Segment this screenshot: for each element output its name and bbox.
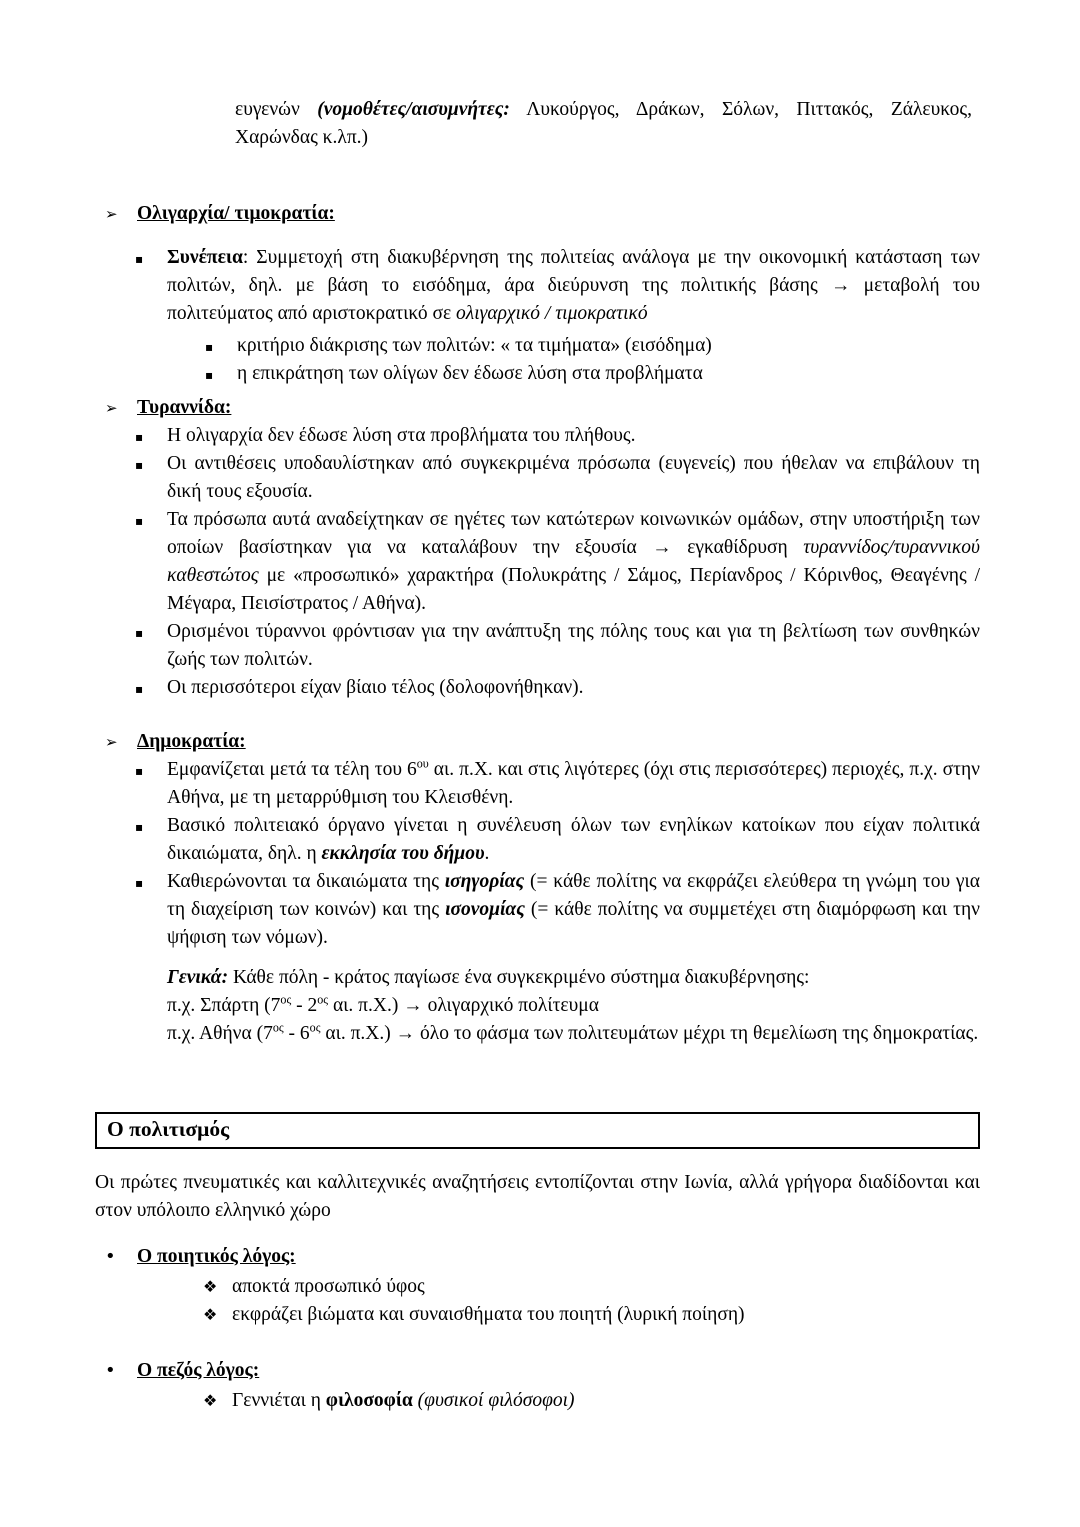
arrow-bullet-icon: ➢	[105, 733, 118, 751]
democracy-item-text: Εμφανίζεται μετά τα τέλη του $6^{o\upsilon}$ αι. π.Χ. και στις λιγότερες (όχι στις περισσότερες) περιοχές, π.χ. στην Αθήνα, με τη μεταρρύθμιση του Κλεισθένη.	[167, 756, 980, 808]
general-note-sparta-line: π.χ. Σπάρτη ($7^{o\varsigma} - 2^{o\varsigma}$ αι. π.Χ.) → ολιγαρχικό πολίτευμα	[167, 992, 599, 1016]
democracy-item	[95, 868, 980, 952]
tyranny-item	[95, 674, 980, 702]
square-bullet-icon: ▪	[135, 458, 144, 472]
prose-speech-heading-text: Ο πεζός λόγος:	[137, 1360, 260, 1381]
square-bullet-icon: ▪	[205, 340, 214, 354]
poetic-speech-heading-text: Ο ποιητικός λόγος:	[137, 1246, 296, 1267]
poetic-speech-heading	[95, 1243, 980, 1271]
poetic-speech-item	[95, 1273, 980, 1301]
democracy-item	[95, 756, 980, 812]
oligarchy-sub-item	[95, 360, 980, 388]
democracy-item-text: Βασικό πολιτειακό όργανο γίνεται η συνέλευση όλων των ενηλίκων κατοίκων που είχαν πολιτικά δικαιώματα, δηλ. η εκκλησία του δήμου.	[167, 815, 980, 864]
tyranny-item	[95, 618, 980, 674]
tyranny-heading	[95, 394, 980, 422]
square-bullet-icon: ▪	[205, 368, 214, 382]
diamond-bullet-icon: ❖	[203, 1391, 218, 1410]
oligarchy-sub-text: κριτήριο διάκρισης των πολιτών: « τα τιμήματα» (εισόδημα)	[237, 335, 712, 356]
dot-bullet-icon: •	[105, 1246, 116, 1267]
tyranny-item	[95, 450, 980, 506]
prose-speech-item	[95, 1387, 980, 1415]
culture-intro-paragraph: Οι πρώτες πνευματικές και καλλιτεχνικές αναζητήσεις εντοπίζονται στην Ιωνία, αλλά γρήγορα διαδίδονται και στον υπόλοιπο ελληνικό χώρο	[95, 1172, 980, 1221]
oligarchy-consequence-text: Συνέπεια: Συμμετοχή στη διακυβέρνηση της πολιτείας ανάλογα με την οικονομική κατάσταση των πολιτών, δηλ. με βάση το εισόδημα, άρα διεύρυνση της πολιτικής βάσης → μεταβολή του πολιτεύματος από αριστοκρατικό σε ολιγαρχικό / τιμοκρατικό	[167, 247, 980, 324]
square-bullet-icon: ▪	[135, 876, 144, 890]
democracy-item-text: Καθιερώνονται τα δικαιώματα της ισηγορίας (= κάθε πολίτης να εκφράζει ελεύθερα τη γνώμη του για τη διαχείριση των κοινών) και της ισονομίας (= κάθε πολίτης να συμμετέχει στη διαμόρφωση και την ψήφιση των νόμων).	[167, 871, 980, 948]
tyranny-item-text: Οι αντιθέσεις υποδαυλίστηκαν από συγκεκριμένα πρόσωπα (ευγενείς) που ήθελαν να επιβάλουν τη δική τους εξουσία.	[167, 453, 980, 502]
tyranny-item-text: Η ολιγαρχία δεν έδωσε λύση στα προβλήματα του πλήθους.	[167, 425, 636, 446]
tyranny-item	[95, 506, 980, 618]
dot-bullet-icon: •	[105, 1360, 116, 1381]
prose-speech-heading	[95, 1357, 980, 1385]
tyranny-heading-text: Τυραννίδα:	[137, 397, 232, 418]
oligarchy-sub-text: η επικράτηση των ολίγων δεν έδωσε λύση στα προβλήματα	[237, 363, 703, 384]
lawgivers-paragraph: ευγενών (νομοθέτες/αισυμνήτες: Λυκούργος, Δράκων, Σόλων, Πιττακός, Ζάλευκος, Χαρώνδας κ.λπ.)	[235, 99, 972, 148]
poetic-speech-item-text: εκφράζει βιώματα και συναισθήματα του ποιητή (λυρική ποίηση)	[232, 1304, 745, 1325]
diamond-bullet-icon: ❖	[203, 1277, 218, 1296]
tyranny-item	[95, 422, 980, 450]
democracy-item	[95, 812, 980, 868]
oligarchy-heading	[95, 200, 980, 228]
general-note-line: Γενικά: Κάθε πόλη - κράτος παγίωσε ένα συγκεκριμένο σύστημα διακυβέρνησης:	[167, 967, 810, 988]
general-note-athens-line: π.χ. Αθήνα ($7^{o\varsigma} - 6^{o\varsigma}$ αι. π.Χ.) → όλο το φάσμα των πολιτευμάτων μέχρι τη θεμελίωση της δημοκρατίας.	[167, 1020, 979, 1044]
tyranny-item-text: Ορισμένοι τύραννοι φρόντισαν για την ανάπτυξη της πόλης τους και για τη βελτίωση των συνθηκών ζωής των πολιτών.	[167, 621, 980, 670]
square-bullet-icon: ▪	[135, 514, 144, 528]
square-bullet-icon: ▪	[135, 430, 144, 444]
poetic-speech-item	[95, 1301, 980, 1329]
diamond-bullet-icon: ❖	[203, 1305, 218, 1324]
poetic-speech-item-text: αποκτά προσωπικό ύφος	[232, 1276, 425, 1297]
tyranny-item-text: Οι περισσότεροι είχαν βίαιο τέλος (δολοφονήθηκαν).	[167, 677, 584, 698]
prose-speech-item-text: Γεννιέται η φιλοσοφία (φυσικοί φιλόσοφοι)	[232, 1390, 575, 1411]
arrow-bullet-icon: ➢	[105, 399, 118, 417]
democracy-heading-text: Δημοκρατία:	[137, 731, 246, 752]
tyranny-item-text: Τα πρόσωπα αυτά αναδείχτηκαν σε ηγέτες των κατώτερων κοινωνικών ομάδων, στην υποστήριξη των οποίων βασίστηκαν για να καταλάβουν την εξουσία → εγκαθίδρυση τυραννίδος/τυραννικού καθεστώτος με «προσωπικό» χαρακτήρα (Πολυκράτης / Σάμος, Περίανδρος / Κόρινθος, Θεαγένης / Μέγαρα, Πεισίστρατος / Αθήνα).	[167, 509, 980, 614]
square-bullet-icon: ▪	[135, 764, 144, 778]
square-bullet-icon: ▪	[135, 252, 144, 266]
culture-section-title: Ο πολιτισμός	[107, 1117, 230, 1141]
square-bullet-icon: ▪	[135, 682, 144, 696]
oligarchy-consequence-item	[95, 244, 980, 328]
square-bullet-icon: ▪	[135, 626, 144, 640]
culture-section-title-box	[95, 1112, 980, 1149]
square-bullet-icon: ▪	[135, 820, 144, 834]
oligarchy-heading-text: Ολιγαρχία/ τιμοκρατία:	[137, 203, 335, 224]
democracy-heading	[95, 728, 980, 756]
oligarchy-sub-item	[95, 332, 980, 360]
arrow-bullet-icon: ➢	[105, 205, 118, 223]
